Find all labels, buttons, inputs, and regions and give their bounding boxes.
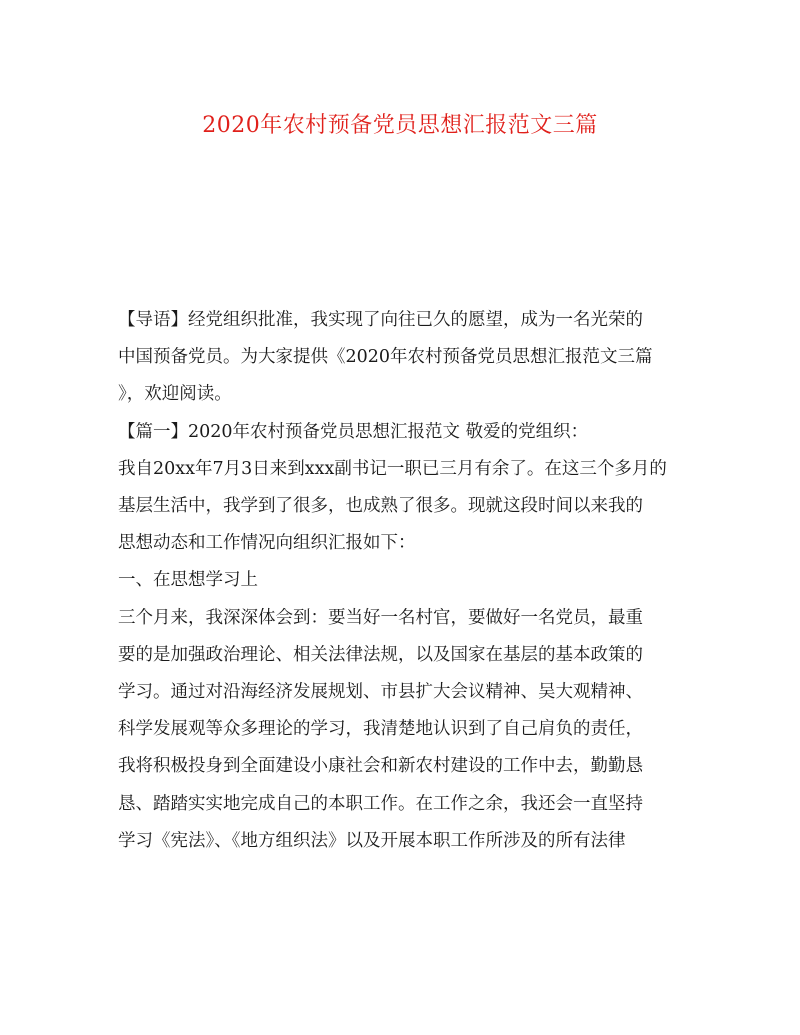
body-line: 学习。通过对沿海经济发展规划、市县扩大会议精神、吴大观精神、	[118, 682, 643, 703]
body-line: 学习《宪法》、《地方组织法》以及开展本职工作所涉及的所有法律	[118, 830, 626, 851]
body-line: 我自20xx年7月3日来到xxx副书记一职已三月有余了。在这三个多月的	[118, 458, 667, 479]
body-line: 我将积极投身到全面建设小康社会和新农村建设的工作中去，勤勤恳	[118, 756, 643, 777]
body-line: 中国预备党员。为大家提供《2020年农村预备党员思想汇报范文三篇	[118, 347, 653, 368]
body-line: 恳、踏踏实实地完成自己的本职工作。在工作之余，我还会一直坚持	[118, 793, 643, 814]
section-heading: 一、在思想学习上	[118, 570, 258, 591]
body-line: 三个月来，我深深体会到：要当好一名村官，要做好一名党员，最重	[118, 607, 643, 628]
body-line: 基层生活中，我学到了很多，也成熟了很多。现就这段时间以来我的	[118, 496, 643, 517]
body-line: 》，欢迎阅读。	[118, 384, 232, 405]
body-line: 要的是加强政治理论、相关法律法规，以及国家在基层的基本政策的	[118, 644, 643, 665]
document-body	[118, 302, 688, 860]
body-line: 【篇一】2020年农村预备党员思想汇报范文 敬爱的党组织：	[118, 421, 589, 442]
body-line: 思想动态和工作情况向组织汇报如下：	[118, 533, 416, 554]
body-line: 科学发展观等众多理论的学习，我清楚地认识到了自己肩负的责任，	[118, 719, 643, 740]
body-line: 【导语】经党组织批准，我实现了向往已久的愿望，成为一名光荣的	[118, 310, 643, 330]
document-title: 2020年农村预备党员思想汇报范文三篇	[202, 113, 598, 138]
